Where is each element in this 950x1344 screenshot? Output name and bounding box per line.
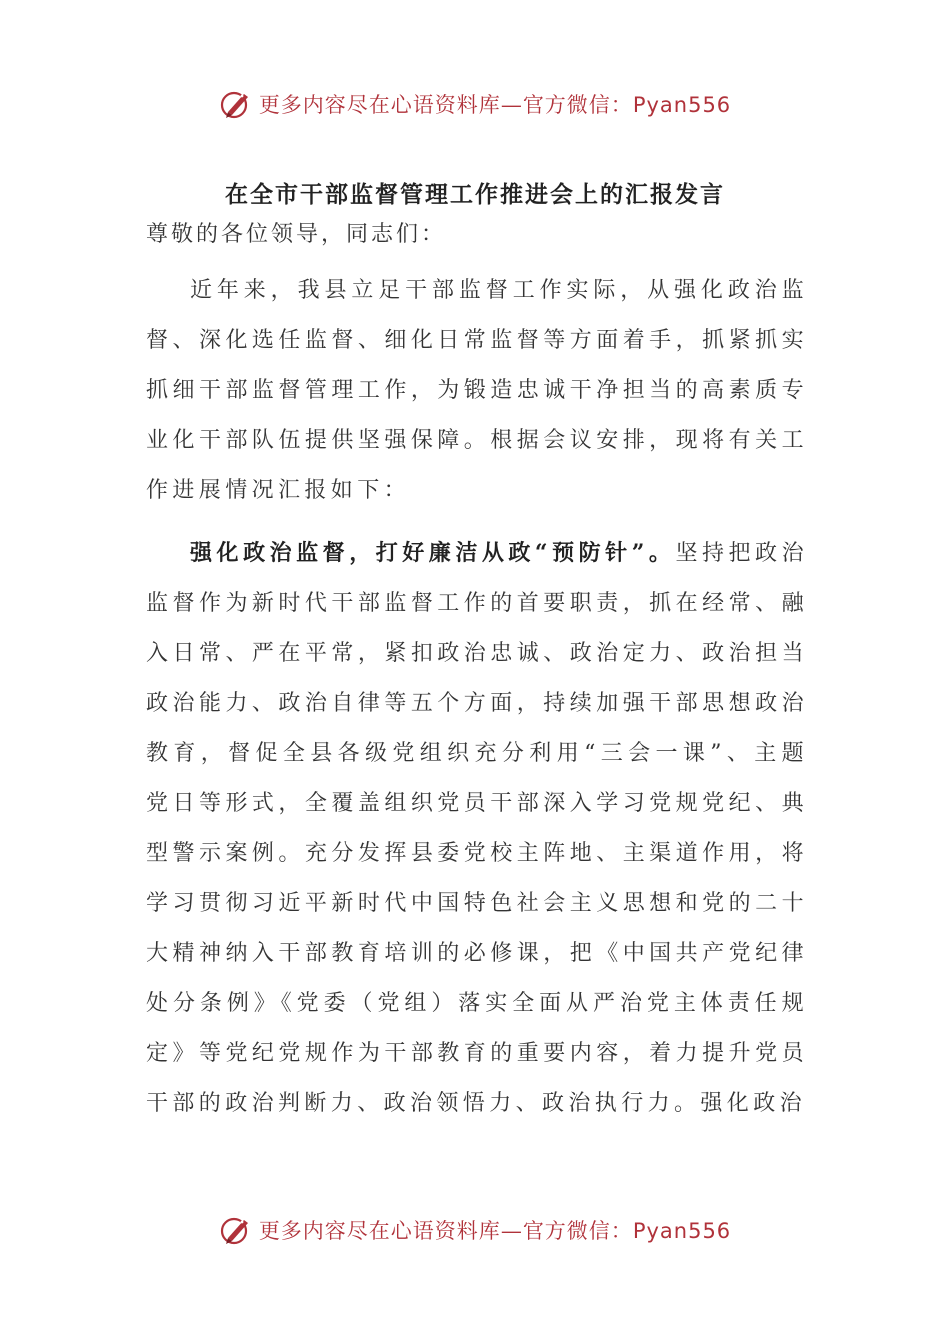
document-body [146, 210, 808, 1141]
document-title: 在全市干部监督管理工作推进会上的汇报发言 [225, 181, 725, 208]
pen-circle-logo-icon [219, 1213, 253, 1247]
banner-text [259, 1215, 731, 1245]
section1-heading: 强化政治监督，打好廉洁从政“预防针”。 [190, 540, 676, 566]
header-banner [0, 82, 950, 126]
banner-wechat-id: Pyan556 [632, 1219, 732, 1243]
intro-paragraph: 近年来，我县立足干部监督工作实际，从强化政治监督、深化选任监督、细化日常监督等方面着手，抓紧抓实抓细干部监督管理工作，为锻造忠诚干净担当的高素质专业化干部队伍提供坚强保障。根据会议安排，现将有关工作进展情况汇报如下： [146, 278, 808, 503]
banner-separator: — [500, 1219, 523, 1243]
pen-circle-logo-icon [219, 87, 253, 121]
banner-text [259, 89, 731, 119]
banner-wechat-id: Pyan556 [632, 93, 732, 117]
section1-body: 坚持把政治监督作为新时代干部监督工作的首要职责，抓在经常、融入日常、严在平常，紧扣政治忠诚、政治定力、政治担当政治能力、政治自律等五个方面，持续加强干部思想政治教育，督促全县各级党组织充分利用“三会一课”、主题党日等形式，全覆盖组织党员干部深入学习党规党纪、典型警示案例。充分发挥县委党校主阵地、主渠道作用，将学习贯彻习近平新时代中国特色社会主义思想和党的二十大精神纳入干部教育培训的必修课，把《中国共产党纪律处分条例》《党委（党组）落实全面从严治党主体责任规定》等党纪党规作为干部教育的重要内容，着力提升党员干部的政治判断力、政治领悟力、政治执行力。强化政治 [146, 541, 808, 1116]
banner-prefix: 更多内容尽在心语资料库 [258, 93, 501, 117]
banner-prefix: 更多内容尽在心语资料库 [258, 1219, 501, 1243]
footer-banner [0, 1208, 950, 1252]
banner-middle: 官方微信： [522, 1219, 633, 1243]
section1-paragraph [146, 528, 808, 1129]
banner-separator: — [500, 93, 523, 117]
salutation: 尊敬的各位领导，同志们： [146, 222, 447, 247]
banner-middle: 官方微信： [522, 93, 633, 117]
